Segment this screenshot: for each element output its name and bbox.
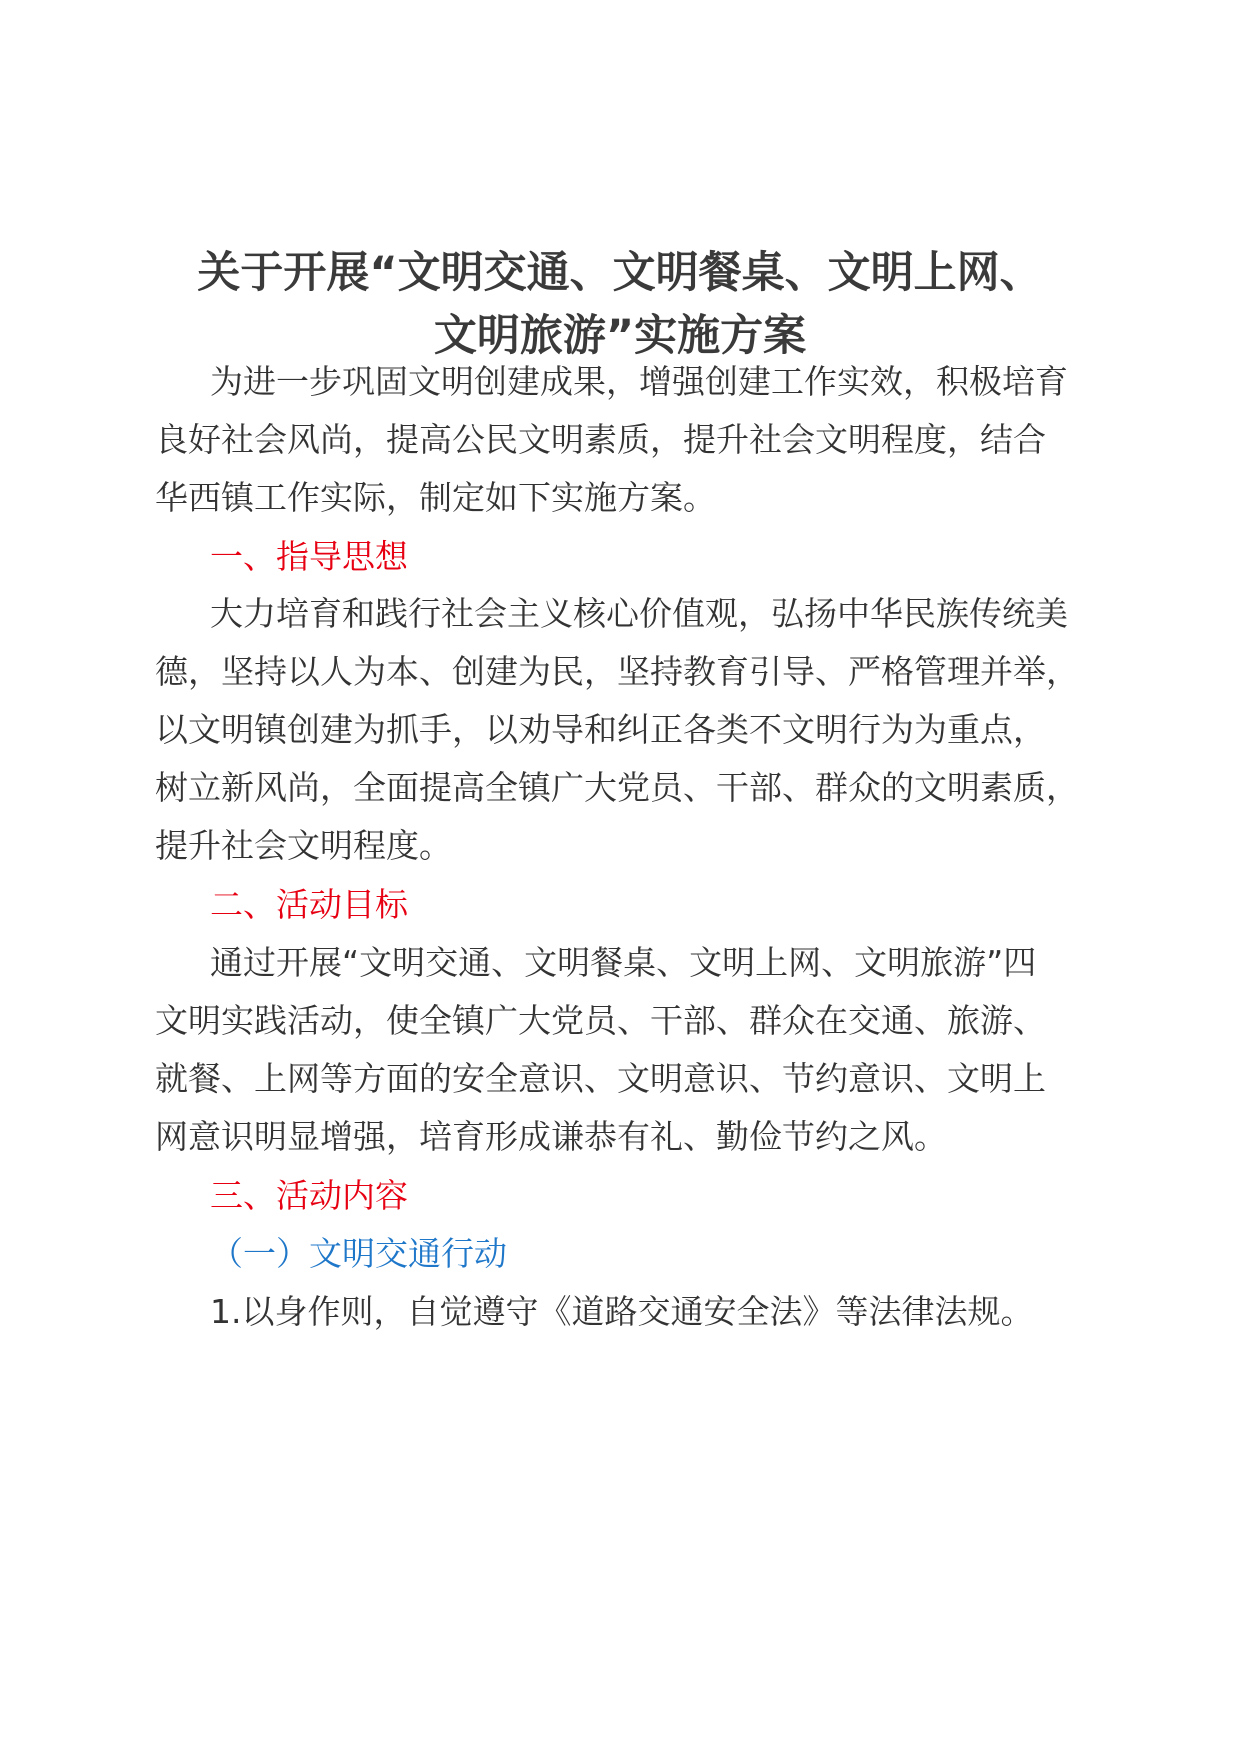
- item-1: 1.以身作则，自觉遵守《道路交通安全法》等法律法规。: [210, 1292, 1034, 1331]
- section-heading-activity-goals: 二、活动目标: [210, 885, 408, 924]
- section1-line-1: 大力培育和践行社会主义核心价值观，弘扬中华民族传统美: [210, 594, 1068, 633]
- section2-line-3: 就餐、上网等方面的安全意识、文明意识、节约意识、文明上: [155, 1059, 1046, 1098]
- document-title-line-1: 关于开展“文明交通、文明餐桌、文明上网、: [197, 248, 1043, 298]
- intro-line-3: 华西镇工作实际，制定如下实施方案。: [155, 478, 716, 517]
- section-heading-activity-content: 三、活动内容: [210, 1176, 408, 1215]
- intro-line-1: 为进一步巩固文明创建成果，增强创建工作实效，积极培育: [210, 362, 1068, 401]
- intro-line-2: 良好社会风尚，提高公民文明素质，提升社会文明程度，结合: [155, 420, 1046, 459]
- subsection-heading-civilized-traffic: （一）文明交通行动: [210, 1234, 507, 1273]
- section2-line-2: 文明实践活动，使全镇广大党员、干部、群众在交通、旅游、: [155, 1001, 1046, 1040]
- section-heading-guiding-ideology: 一、指导思想: [210, 537, 408, 576]
- section1-line-5: 提升社会文明程度。: [155, 826, 452, 865]
- section1-line-2: 德，坚持以人为本、创建为民，坚持教育引导、严格管理并举，: [155, 652, 1079, 691]
- section1-line-3: 以文明镇创建为抓手，以劝导和纠正各类不文明行为为重点，: [155, 710, 1046, 749]
- section2-line-4: 网意识明显增强，培育形成谦恭有礼、勤俭节约之风。: [155, 1117, 947, 1156]
- section1-line-4: 树立新风尚，全面提高全镇广大党员、干部、群众的文明素质，: [155, 768, 1079, 807]
- document-title-line-2: 文明旅游”实施方案: [433, 311, 807, 361]
- section2-line-1: 通过开展“文明交通、文明餐桌、文明上网、文明旅游”四: [210, 943, 1037, 982]
